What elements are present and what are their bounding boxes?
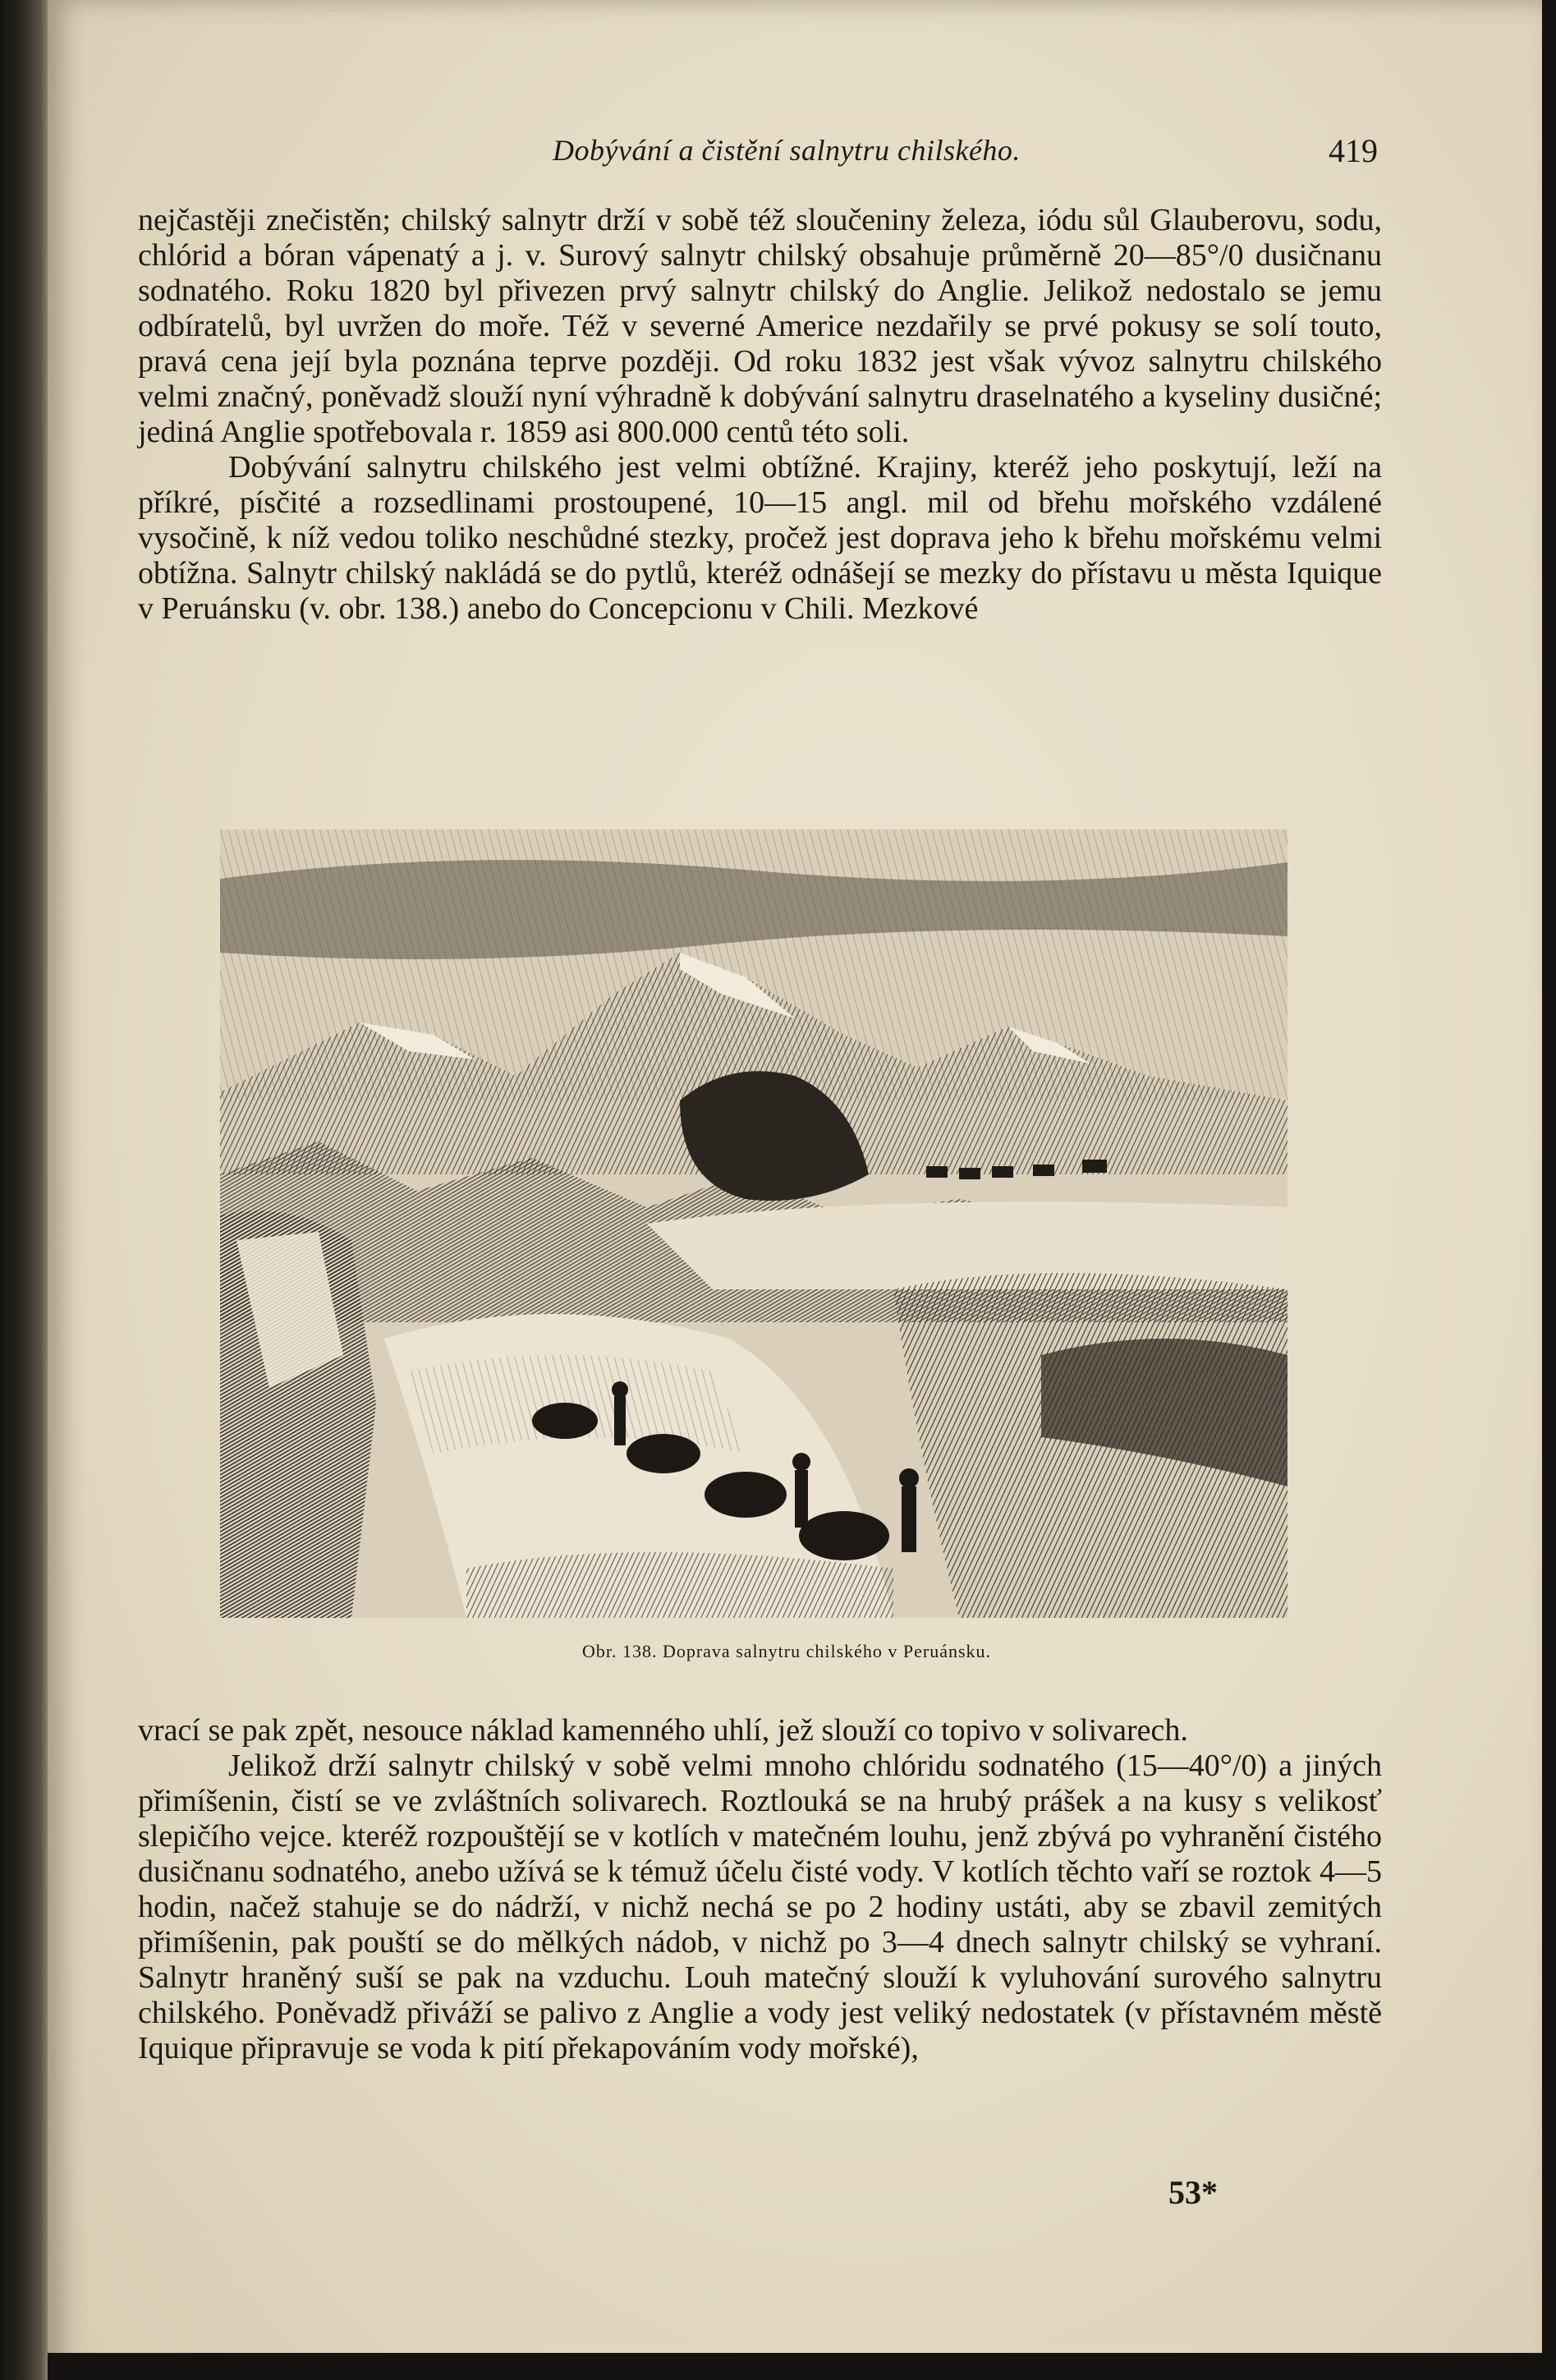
running-title: Dobývání a čistění salnytru chilského. [553,134,1021,167]
page-number: 419 [1329,132,1378,169]
mule-caravan-engraving [220,829,1287,1618]
text-block-bottom [138,1713,1382,2066]
book-gutter [0,0,48,2380]
paragraph-mining: Dobývání salnytru chilského jest velmi obtížné. Krajiny, kteréž jeho poskytují, leží na příkré, písčité a rozsedlinami prostoupené, 10—15 angl. mil od břehu mořského vzdálené vysočině, k níž vedou toliko neschůdné stezky, pročež jest doprava jeho k břehu mořskému velmi obtížna. Salnytr chilský nakládá se do pytlů, kteréž odnášejí se mezky do přístavu u města Iquique v Peruánsku (v. obr. 138.) anebo do Concepcionu v Chili. Mezkové [138,450,1382,626]
paragraph-return-trip: vrací se pak zpět, nesouce náklad kamenného uhlí, jež slouží co topivo v solivarech. [138,1713,1188,1748]
scan-edge-bottom [48,2353,1556,2380]
signature-mark: 53* [1168,2174,1218,2211]
engraving-illustration [220,829,1287,1618]
figure-caption: Obr. 138. Doprava salnytru chilského v Peruánsku. [581,1641,992,1661]
paragraph-continuation: nejčastěji znečistěn; chilský salnytr drží v sobě též sloučeniny železa, iódu sůl Glauberovu, sodu, chlórid a bóran vápenatý a j. v. Surový salnytr chilský obsahuje průměrně 20—85°/0 dusičnanu sodnatého. Roku 1820 byl přivezen prvý salnytr chilský do Anglie. Jelikož nedostalo se jemu odbíratelů, byl uvržen do moře. Též v severné Americe nezdařily se prvé pokusy se solí touto, pravá cena její byla poznána teprve později. Od roku 1832 jest však vývoz salnytru chilského velmi značný, poněvadž slouží nyní výhradně k dobývání salnytru draselnatého a kyseliny dusičné; jediná Anglie spotřebovala r. 1859 asi 800.000 centů této soli. [138,203,1382,449]
text-block-top [138,203,1382,627]
scan-edge-right [1542,0,1556,2380]
paragraph-refining: Jelikož drží salnytr chilský v sobě velmi mnoho chlóridu sodnatého (15—40°/0) a jiných přimíšenin, čistí se ve zvláštních solivarech. Roztlouká se na hrubý prášek a na kusy s velikosť slepičího vejce. kteréž rozpouštějí se v kotlích v matečném louhu, jenž zbývá po vyhranění čistého dusičnanu sodnatého, anebo užívá se k témuž účelu čisté vody. V kotlích těchto vaří se roztok 4—5 hodin, načež stahuje se do nádrží, v nichž nechá se po 2 hodiny ustáti, aby se zbavil zemitých přimíšenin, pak pouští se do mělkých nádob, v nichž po 3—4 dnech salnytr chilský se vyhraní. Salnytr hraněný suší se pak na vzduchu. Louh matečný slouží k vyluhování surového salnytru chilského. Poněvadž přiváží se palivo z Anglie a vody jest veliký nedostatek (v přístavném městě Iquique připravuje se voda k pití překapováním vody mořské), [138,1748,1382,2065]
book-page [48,0,1542,2380]
